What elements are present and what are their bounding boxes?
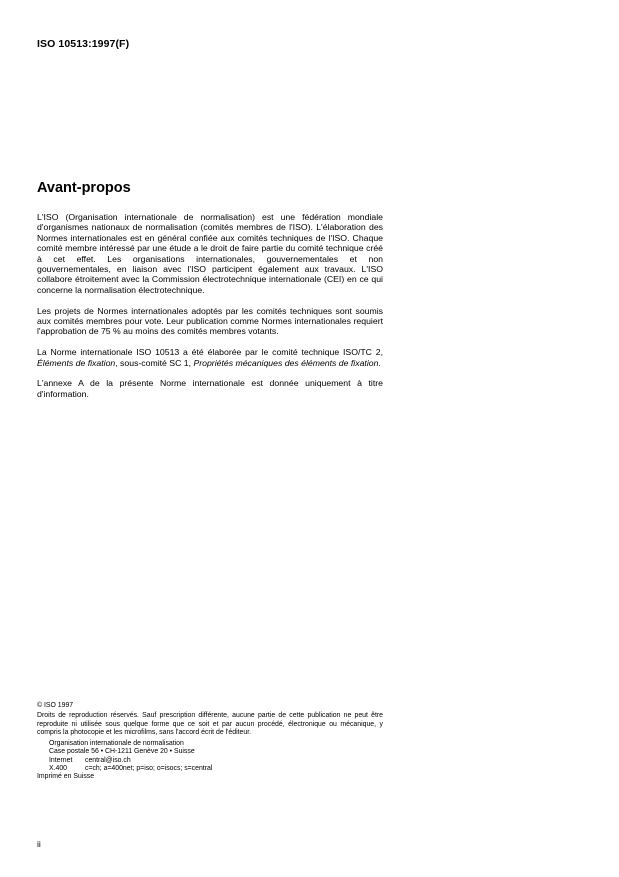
paragraph-committee-text-3: . xyxy=(378,357,381,368)
x400-row xyxy=(49,765,383,773)
foreword-body xyxy=(37,212,383,410)
page-number: ii xyxy=(37,839,41,849)
document-reference: ISO 10513:1997(F) xyxy=(37,38,130,50)
internet-label: Internet xyxy=(49,756,73,764)
x400-value: c=ch; a=400net; p=iso; o=isocs; s=central xyxy=(85,765,213,773)
paragraph-committee xyxy=(37,347,383,368)
paragraph-iso-intro: L'ISO (Organisation internationale de normalisation) est une fédération mondiale d'organismes nationaux de normalisation (comités membres de l'ISO). L'élaboration des Normes internationales est en général confiée aux comités techniques de l'ISO. Chaque comité membre intéressé par une étude a le droit de faire partie du comité technique créé à cet effet. Les organisations internationales, gouvernementales et non gouvernementales, en liaison avec l'ISO participent également aux travaux. L'ISO collabore étroitement avec la Commission électrotechnique internationale (CEI) en ce qui concerne la normalisation électrotechnique. xyxy=(37,212,383,295)
printed-in: Imprimé en Suisse xyxy=(37,773,95,781)
publisher-address xyxy=(37,740,383,773)
paragraph-draft-standards: Les projets de Normes internationales adoptés par les comités techniques sont soumis aux comités membres pour vote. Leur publication comme Normes internationales requiert l'approbation de 75 % au moins des comités membres votants. xyxy=(37,305,383,337)
copyright-line: © ISO 1997 xyxy=(37,702,74,709)
paragraph-committee-text-2: , sous-comité SC 1, xyxy=(115,357,194,368)
publisher-name: Organisation internationale de normalisation xyxy=(49,740,184,748)
section-title: Avant-propos xyxy=(37,180,131,196)
paragraph-annex: L'annexe A de la présente Norme internationale est donnée uniquement à titre d'information. xyxy=(37,378,383,399)
paragraph-committee-italic-1: Éléments de fixation xyxy=(37,357,116,368)
internet-value: central@iso.ch xyxy=(85,756,131,764)
copyright-notice: Droits de reproduction réservés. Sauf prescription différente, aucune partie de cette publication ne peut être reproduite ni utilisée sous quelque forme que ce soit et par aucun procédé, électronique ou mécanique, y compris la photocopie et les microfilms, sans l'accord écrit de l'éditeur. xyxy=(37,712,383,736)
paragraph-committee-italic-2: Propriétés mécaniques des éléments de fixation xyxy=(193,357,379,368)
copyright-block xyxy=(37,702,383,782)
internet-row xyxy=(49,757,383,765)
postal-address: Case postale 56 • CH-1211 Genève 20 • Suisse xyxy=(49,748,195,756)
x400-label: X.400 xyxy=(49,765,68,773)
paragraph-committee-text-1: La Norme internationale ISO 10513 a été élaborée par le comité technique ISO/TC 2, xyxy=(37,347,383,358)
